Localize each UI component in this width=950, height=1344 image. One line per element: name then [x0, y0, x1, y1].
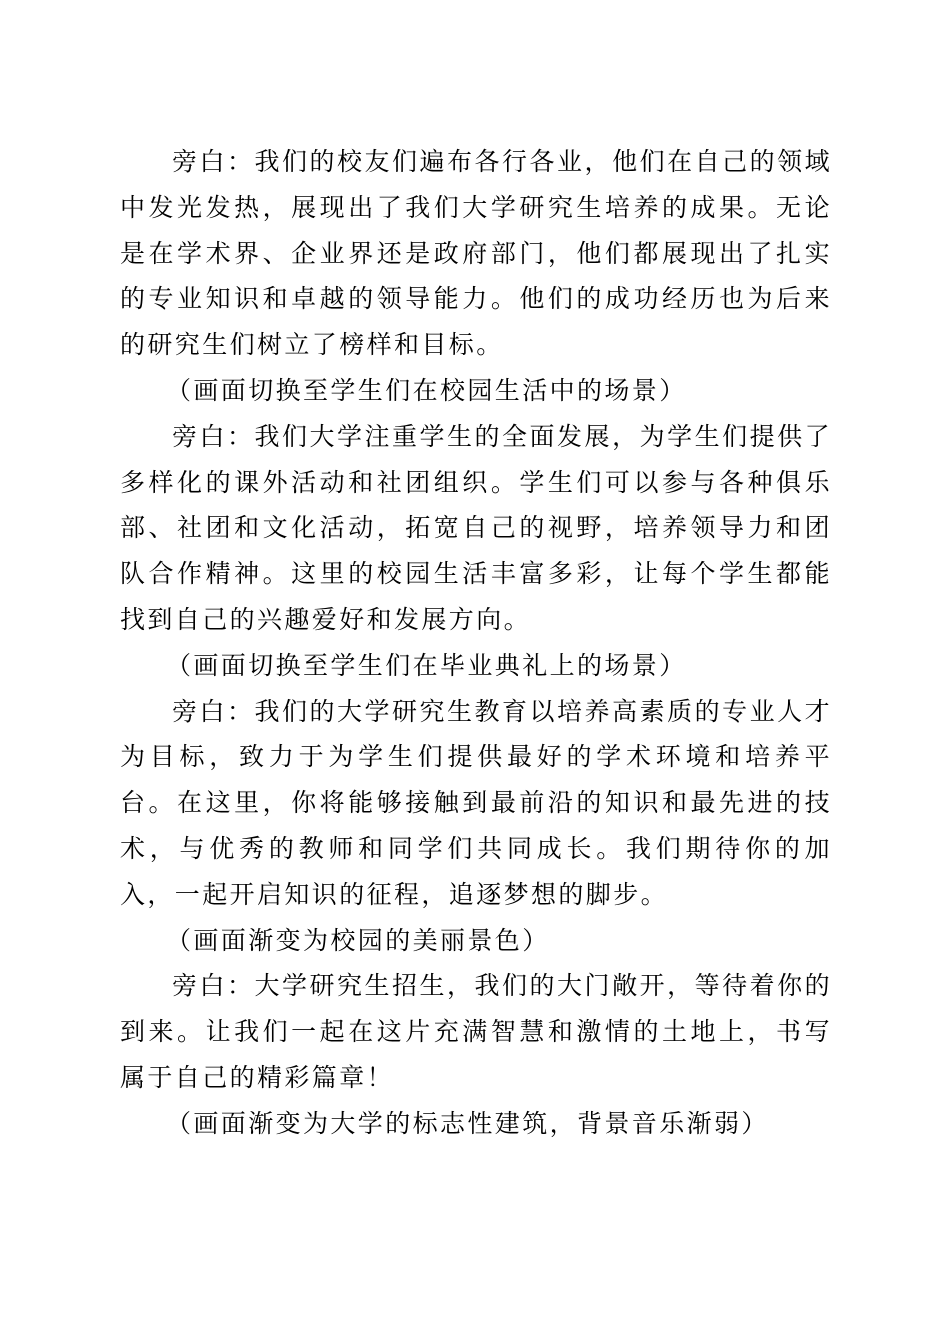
stage-direction-scenery: （画面渐变为校园的美丽景色）: [166, 925, 550, 955]
narration-paragraph-alumni: 旁白：我们的校友们遍布各行各业，他们在自己的领域中发光发热，展现出了我们大学研究生培养的成果。无论是在学术界、企业界还是政府部门，他们都展现出了扎实的专业知识和卓越的领导能力。他们的成功经历也为后来的研究生们树立了榜样和目标。: [120, 147, 832, 360]
stage-direction-campus-life: （画面切换至学生们在校园生活中的场景）: [166, 375, 687, 405]
stage-direction-graduation: （画面切换至学生们在毕业典礼上的场景）: [166, 650, 687, 680]
stage-direction-landmark: （画面渐变为大学的标志性建筑，背景音乐渐弱）: [166, 1108, 769, 1138]
narration-paragraph-campus-life: 旁白：我们大学注重学生的全面发展，为学生们提供了多样化的课外活动和社团组织。学生们可以参与各种俱乐部、社团和文化活动，拓宽自己的视野，培养领导力和团队合作精神。这里的校园生活丰富多彩，让每个学生都能找到自己的兴趣爱好和发展方向。: [120, 421, 832, 634]
document-body: [120, 139, 832, 1147]
narration-paragraph-admissions: 旁白：大学研究生招生，我们的大门敞开，等待着你的到来。让我们一起在这片充满智慧和激情的土地上，书写属于自己的精彩篇章！: [120, 971, 832, 1092]
narration-paragraph-education: 旁白：我们的大学研究生教育以培养高素质的专业人才为目标，致力于为学生们提供最好的学术环境和培养平台。在这里，你将能够接触到最前沿的知识和最先进的技术，与优秀的教师和同学们共同成长。我们期待你的加入，一起开启知识的征程，追逐梦想的脚步。: [120, 696, 832, 909]
